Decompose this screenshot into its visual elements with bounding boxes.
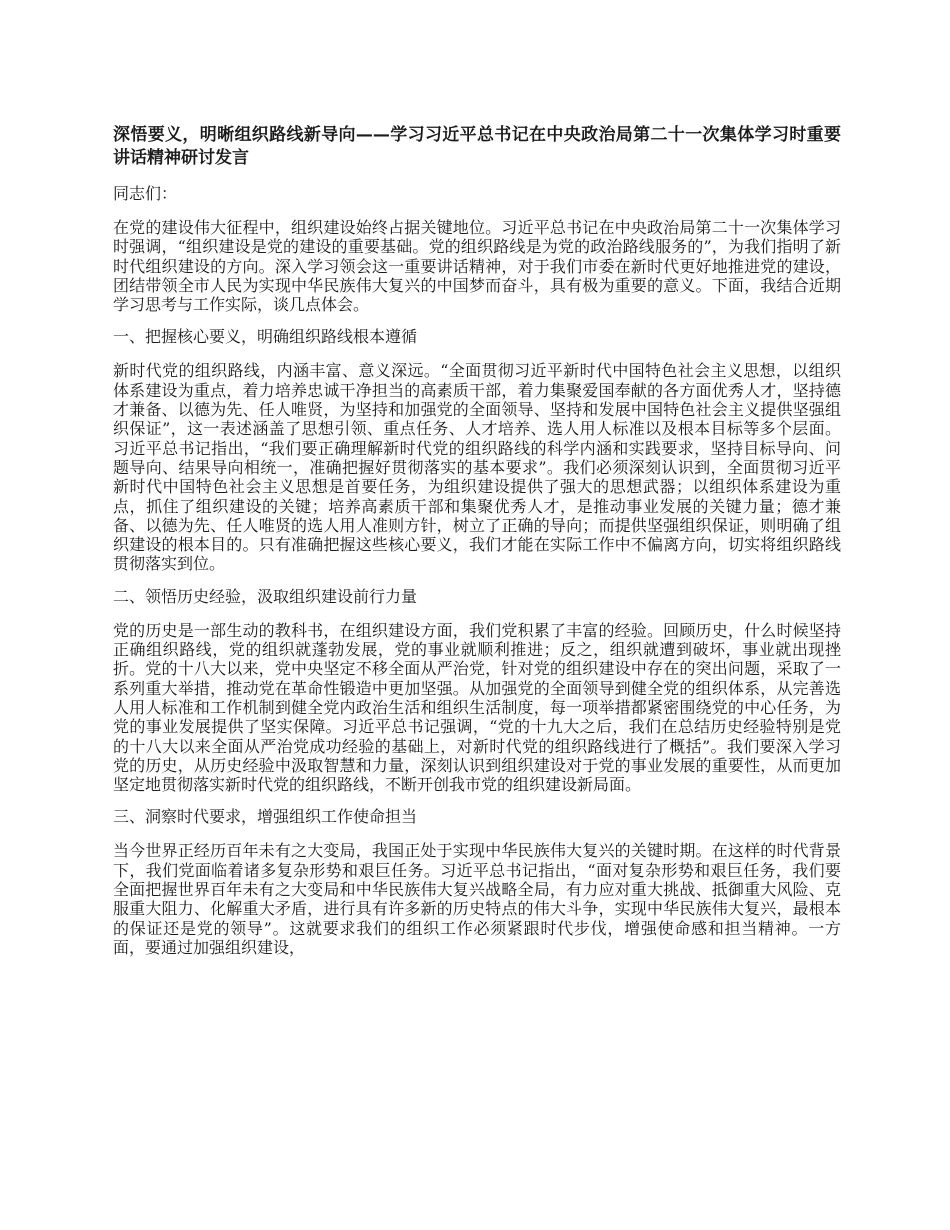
section-3-body: 当今世界正经历百年未有之大变局，我国正处于实现中华民族伟大复兴的关键时期。在这样的时代背景下，我们党面临着诸多复杂形势和艰巨任务。习近平总书记指出，“面对复杂形势和艰巨任务，我们要全面把握世界百年未有之大变局和中华民族伟大复兴战略全局，有力应对重大挑战、抵御重大风险、克服重大阻力、化解重大矛盾，进行具有许多新的历史特点的伟大斗争，实现中华民族伟大复兴，最根本的保证还是党的领导”。这就要求我们的组织工作必须紧跟时代步伐，增强使命感和担当精神。一方面，要通过加强组织建设，	[113, 841, 841, 957]
section-1-heading: 一、把握核心要义，明确组织路线根本遵循	[113, 327, 418, 347]
document-page	[113, 124, 841, 970]
section-2-body: 党的历史是一部生动的教科书，在组织建设方面，我们党积累了丰富的经验。回顾历史，什么时候坚持正确组织路线，党的组织就蓬勃发展，党的事业就顺利推进；反之，组织就遭到破坏，事业就出现挫折。党的十八大以来，党中央坚定不移全面从严治党，针对党的组织建设中存在的突出问题，采取了一系列重大举措，推动党在革命性锻造中更加坚强。从加强党的全面领导到健全党的组织体系，从完善选人用人标准和工作机制到健全党内政治生活和组织生活制度，每一项举措都紧密围绕党的中心任务，为党的事业发展提供了坚实保障。习近平总书记强调，“党的十九大之后，我们在总结历史经验特别是党的十八大以来全面从严治党成功经验的基础上，对新时代党的组织路线进行了概括”。我们要深入学习党的历史，从历史经验中汲取智慧和力量，深刻认识到组织建设对于党的事业发展的重要性，从而更加坚定地贯彻落实新时代党的组织路线，不断开创我市党的组织建设新局面。	[113, 620, 841, 795]
section-1-body: 新时代党的组织路线，内涵丰富、意义深远。“全面贯彻习近平新时代中国特色社会主义思想，以组织体系建设为重点，着力培养忠诚干净担当的高素质干部，着力集聚爱国奉献的各方面优秀人才，坚持德才兼备、以德为先、任人唯贤，为坚持和加强党的全面领导、坚持和发展中国特色社会主义提供坚强组织保证”，这一表述涵盖了思想引领、重点任务、人才培养、选人用人标准以及根本目标等多个层面。习近平总书记指出，“我们要正确理解新时代党的组织路线的科学内涵和实践要求，坚持目标导向、问题导向、结果导向相统一，准确把握好贯彻落实的基本要求”。我们必须深刻认识到，全面贯彻习近平新时代中国特色社会主义思想是首要任务，为组织建设提供了强大的思想武器；以组织体系建设为重点，抓住了组织建设的关键；培养高素质干部和集聚优秀人才，是推动事业发展的关键力量；德才兼备、以德为先、任人唯贤的选人用人准则方针，树立了正确的导向；而提供坚强组织保证，则明确了组织建设的根本目的。只有准确把握这些核心要义，我们才能在实际工作中不偏离方向，切实将组织路线贯彻落实到位。	[113, 361, 841, 574]
document-title: 深悟要义，明晰组织路线新导向——学习习近平总书记在中央政治局第二十一次集体学习时重要讲话精神研讨发言	[113, 125, 841, 168]
intro-paragraph: 在党的建设伟大征程中，组织建设始终占据关键地位。习近平总书记在中央政治局第二十一次集体学习时强调，“组织建设是党的建设的重要基础。党的组织路线是为党的政治路线服务的”，为我们指明了新时代组织建设的方向。深入学习领会这一重要讲话精神，对于我们市委在新时代更好地推进党的建设，团结带领全市人民为实现中华民族伟大复兴的中国梦而奋斗，具有极为重要的意义。下面，我结合近期学习思考与工作实际，谈几点体会。	[113, 218, 841, 315]
greeting: 同志们：	[113, 184, 178, 203]
section-3-heading: 三、洞察时代要求，增强组织工作使命担当	[113, 807, 418, 827]
section-2-heading: 二、领悟历史经验，汲取组织建设前行力量	[113, 586, 418, 606]
